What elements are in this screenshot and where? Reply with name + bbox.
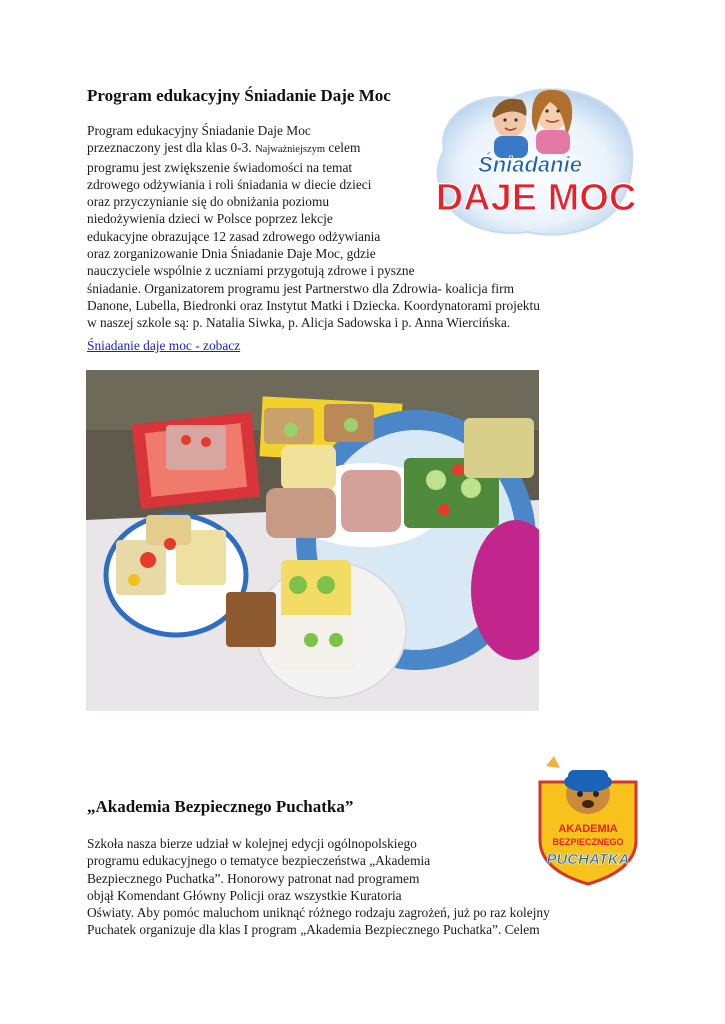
text-line: śniadanie. Organizatorem programu jest Partnerstwo dla Zdrowia- koalicja firm bbox=[87, 280, 514, 296]
section-title-sniadanie: Program edukacyjny Śniadanie Daje Moc bbox=[87, 86, 391, 105]
text-line: objął Komendant Główny Policji oraz wszystkie Kuratoria bbox=[87, 887, 402, 903]
logo-word-sniadanie: Śniadanie bbox=[478, 152, 582, 177]
text-fragment: przeznaczony jest dla klas 0-3. bbox=[87, 140, 252, 156]
text-fragment: celem bbox=[328, 140, 361, 156]
breakfast-sandwiches-photo bbox=[86, 370, 539, 711]
logo-word-daje-moc: DAJE MOC bbox=[435, 177, 637, 219]
logo-word-puchatka: PUCHATKA bbox=[546, 851, 630, 868]
text-line: Szkoła nasza bierze udział w kolejnej edycji ogólnopolskiego bbox=[87, 836, 417, 851]
text-line: oraz zorganizowanie Dnia Śniadanie Daje Moc, gdzie bbox=[87, 246, 376, 262]
text-line: programu edukacyjnego o tematyce bezpieczeństwa „Akademia bbox=[87, 853, 431, 869]
text-line: Danone, Lubella, Biedronki oraz Instytut Matki i Dziecka. Koordynatorami projektu bbox=[87, 297, 540, 313]
text-fragment-small: Najważniejszym bbox=[255, 144, 326, 156]
section-sniadanie-body bbox=[87, 122, 632, 332]
logo-word-bezpiecznego: BEZPIECZNEGO bbox=[552, 837, 624, 847]
text-line: Oświaty. Aby pomóc maluchom uniknąć różnego rodzaju zagrożeń, już po raz kolejny bbox=[87, 905, 550, 921]
text-line: edukacyjne obrazujące 12 zasad zdrowego odżywiania bbox=[87, 228, 381, 244]
text-line: zdrowego odżywiania i roli śniadania w diecie dzieci bbox=[87, 176, 372, 192]
text-line: oraz przyczynianie się do obniżania poziomu bbox=[87, 194, 330, 210]
text-line: Bezpiecznego Puchatka”. Honorowy patronat nad programem bbox=[87, 870, 420, 886]
text-line: nauczyciele wspólnie z uczniami przygotują zdrowe i pyszne bbox=[87, 263, 415, 279]
text-line: niedożywienia dzieci w Polsce poprzez lekcje bbox=[87, 211, 333, 227]
sniadanie-daje-moc-link[interactable]: Śniadanie daje moc - zobacz bbox=[87, 338, 241, 353]
text-line bbox=[87, 139, 632, 158]
text-line: w naszej szkole są: p. Natalia Siwka, p. Alicja Sadowska i p. Anna Wiercińska. bbox=[87, 315, 511, 331]
text-line: Program edukacyjny Śniadanie Daje Moc bbox=[87, 123, 311, 138]
section-title-puchatek: „Akademia Bezpiecznego Puchatka” bbox=[87, 797, 354, 816]
text-line: Puchatek organizuje dla klas I program „Akademia Bezpiecznego Puchatka”. Celem bbox=[87, 922, 540, 938]
section-puchatek-body bbox=[87, 835, 647, 939]
logo-word-akademia: AKADEMIA bbox=[558, 823, 618, 835]
text-line: programu jest zwiększenie świadomości na temat bbox=[87, 159, 353, 175]
